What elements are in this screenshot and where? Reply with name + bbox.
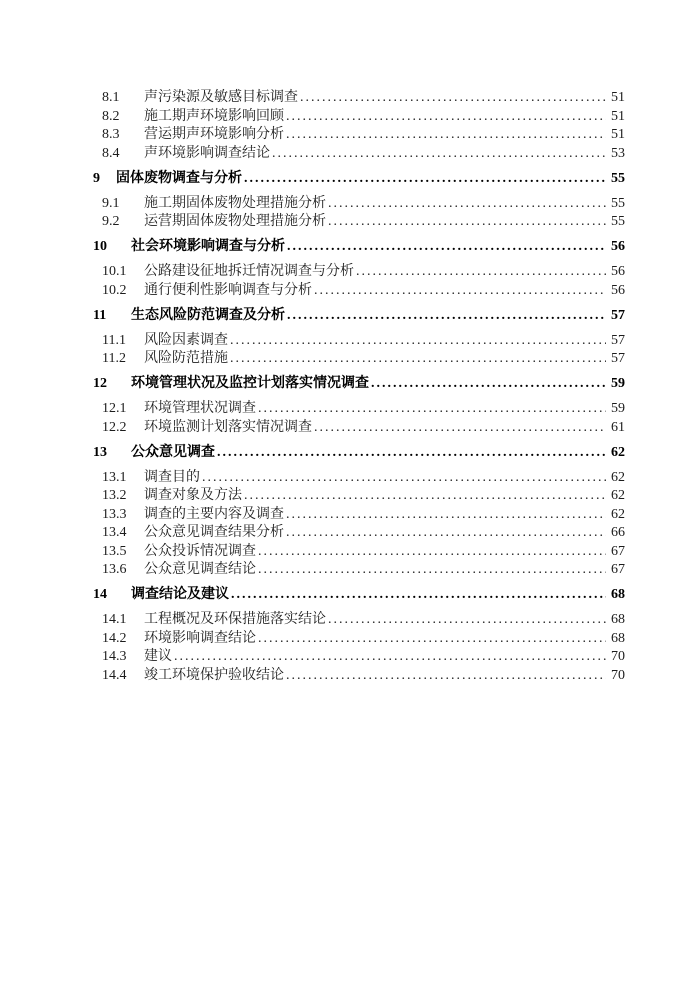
- toc-entry: [93, 524, 625, 543]
- dot-leader: [202, 469, 606, 488]
- toc-entry-page: 68: [611, 612, 625, 627]
- toc-entry-number: 11: [93, 307, 107, 323]
- dot-leader: [230, 350, 606, 369]
- toc-entry-title: 生态风险防范调查及分析: [131, 307, 285, 323]
- toc-entry-page: 70: [611, 667, 625, 683]
- toc-entry-title: 营运期声环境影响分析: [144, 127, 284, 142]
- toc-entry-page: 59: [611, 401, 625, 416]
- toc-entry-number: 10: [93, 239, 107, 254]
- toc-entry-title: 环境管理状况及监控计划落实情况调查: [131, 376, 369, 391]
- toc-entry-number: 10.1: [102, 264, 127, 279]
- dot-leader: [287, 238, 606, 257]
- toc-entry-page: 53: [611, 145, 625, 161]
- toc-entry-number: 9.2: [102, 214, 120, 229]
- dot-leader: [287, 307, 606, 326]
- toc-entry-number: 12: [93, 376, 107, 391]
- toc-entry-page: 56: [611, 239, 625, 254]
- dot-leader: [371, 375, 606, 394]
- toc-entry: [93, 667, 625, 686]
- toc-entry: [93, 543, 625, 562]
- toc-entry-page: 62: [611, 506, 625, 522]
- toc-entry: [93, 145, 625, 164]
- toc-entry-title: 固体废物调查与分析: [116, 170, 242, 186]
- dot-leader: [258, 543, 606, 562]
- toc-entry-number: 14: [93, 587, 107, 602]
- toc-entry-title: 工程概况及环保措施落实结论: [144, 612, 326, 627]
- toc-entry-number: 14.2: [102, 630, 127, 646]
- toc-entry-number: 13.4: [102, 525, 127, 540]
- toc-entry: [93, 332, 625, 351]
- toc-entry-title: 调查对象及方法: [144, 488, 242, 503]
- toc-entry: [93, 89, 625, 108]
- dot-leader: [286, 126, 606, 145]
- toc-entry-number: 13.3: [102, 506, 127, 522]
- toc-entry-title: 施工期固体废物处理措施分析: [144, 195, 326, 211]
- toc-entry-title: 声环境影响调查结论: [144, 145, 270, 161]
- toc-entry: [93, 238, 625, 257]
- toc-entry-title: 环境影响调查结论: [144, 630, 256, 646]
- toc-entry: [93, 487, 625, 506]
- toc-entry-number: 12.2: [102, 419, 127, 435]
- toc-entry-title: 建议: [144, 649, 172, 664]
- dot-leader: [217, 444, 606, 463]
- toc-entry-title: 竣工环境保护验收结论: [144, 667, 284, 683]
- toc-entry: [93, 400, 625, 419]
- toc-entry-number: 14.1: [102, 612, 127, 627]
- toc-entry-title: 公众意见调查结论: [144, 562, 256, 577]
- toc-entry: [93, 108, 625, 127]
- toc-entry: [93, 126, 625, 145]
- toc-entry-page: 55: [611, 195, 625, 211]
- toc-entry-page: 59: [611, 376, 625, 391]
- toc-entry-page: 68: [611, 587, 625, 602]
- toc-entry: [93, 648, 625, 667]
- toc-entry-number: 8.3: [102, 127, 120, 142]
- toc-entry-number: 9.1: [102, 195, 120, 211]
- toc-entry-page: 57: [611, 351, 625, 366]
- toc-entry-page: 51: [611, 127, 625, 142]
- toc-entry-page: 62: [611, 488, 625, 503]
- dot-leader: [314, 419, 606, 438]
- dot-leader: [231, 586, 606, 605]
- toc-entry-number: 13.2: [102, 488, 127, 503]
- toc-entry-title: 社会环境影响调查与分析: [131, 239, 285, 254]
- toc-entry: [93, 469, 625, 488]
- toc-entry-number: 8.4: [102, 145, 120, 161]
- toc-entry-title: 公众意见调查结果分析: [144, 525, 284, 540]
- toc-entry-page: 55: [611, 214, 625, 229]
- dot-leader: [286, 506, 606, 525]
- dot-leader: [258, 400, 606, 419]
- dot-leader: [258, 630, 606, 649]
- dot-leader: [258, 561, 606, 580]
- dot-leader: [356, 263, 606, 282]
- toc-entry-title: 声污染源及敏感目标调查: [144, 90, 298, 105]
- toc-entry: [93, 444, 625, 463]
- toc-entry-number: 11.1: [102, 332, 126, 348]
- dot-leader: [300, 89, 606, 108]
- dot-leader: [286, 667, 606, 686]
- toc-entry-title: 调查的主要内容及调查: [144, 506, 284, 522]
- toc-entry-page: 55: [611, 170, 625, 186]
- toc-entry: [93, 307, 625, 326]
- toc-entry-page: 56: [611, 264, 625, 279]
- dot-leader: [328, 611, 606, 630]
- toc-entry-page: 67: [611, 543, 625, 559]
- toc-entry: [93, 561, 625, 580]
- toc-entry-page: 67: [611, 562, 625, 577]
- toc-entry-number: 14.4: [102, 667, 127, 683]
- toc-entry-page: 57: [611, 307, 625, 323]
- toc-entry: [93, 611, 625, 630]
- toc-entry-page: 68: [611, 630, 625, 646]
- toc-entry-number: 9: [93, 170, 100, 186]
- toc-entry-page: 51: [611, 108, 625, 124]
- toc-entry-page: 62: [611, 469, 625, 485]
- toc-entry-number: 8.1: [102, 90, 120, 105]
- toc-entry-page: 51: [611, 90, 625, 105]
- table-of-contents: [93, 89, 625, 685]
- dot-leader: [286, 108, 606, 127]
- dot-leader: [244, 487, 606, 506]
- dot-leader: [328, 195, 606, 214]
- toc-entry: [93, 195, 625, 214]
- dot-leader: [244, 170, 606, 189]
- toc-entry-title: 风险防范措施: [144, 351, 228, 366]
- toc-entry: [93, 506, 625, 525]
- toc-entry-page: 57: [611, 332, 625, 348]
- dot-leader: [328, 213, 606, 232]
- dot-leader: [174, 648, 606, 667]
- toc-entry-title: 施工期声环境影响回顾: [144, 108, 284, 124]
- toc-entry: [93, 170, 625, 189]
- dot-leader: [314, 282, 606, 301]
- toc-entry-title: 公众投诉情况调查: [144, 543, 256, 559]
- toc-entry: [93, 282, 625, 301]
- toc-entry: [93, 263, 625, 282]
- toc-entry-title: 运营期固体废物处理措施分析: [144, 214, 326, 229]
- dot-leader: [272, 145, 606, 164]
- toc-entry-number: 13.1: [102, 469, 127, 485]
- toc-entry-page: 56: [611, 282, 625, 298]
- toc-entry-title: 公众意见调查: [131, 444, 215, 460]
- toc-entry-number: 13: [93, 444, 107, 460]
- toc-entry-number: 8.2: [102, 108, 120, 124]
- toc-entry-title: 风险因素调查: [144, 332, 228, 348]
- toc-entry-title: 调查结论及建议: [131, 587, 229, 602]
- toc-entry-number: 12.1: [102, 401, 127, 416]
- toc-entry-title: 调查目的: [144, 469, 200, 485]
- toc-entry-title: 公路建设征地拆迁情况调查与分析: [144, 264, 354, 279]
- dot-leader: [230, 332, 606, 351]
- toc-entry-number: 13.5: [102, 543, 127, 559]
- toc-entry-title: 环境监测计划落实情况调查: [144, 419, 312, 435]
- toc-entry: [93, 419, 625, 438]
- toc-entry-title: 通行便利性影响调查与分析: [144, 282, 312, 298]
- toc-entry-page: 70: [611, 649, 625, 664]
- toc-entry-number: 11.2: [102, 351, 126, 366]
- toc-entry-number: 13.6: [102, 562, 127, 577]
- toc-entry: [93, 350, 625, 369]
- toc-entry-number: 10.2: [102, 282, 127, 298]
- toc-entry-page: 66: [611, 525, 625, 540]
- toc-entry-title: 环境管理状况调查: [144, 401, 256, 416]
- toc-entry: [93, 630, 625, 649]
- toc-entry: [93, 586, 625, 605]
- toc-entry: [93, 375, 625, 394]
- dot-leader: [286, 524, 606, 543]
- toc-entry: [93, 213, 625, 232]
- toc-entry-page: 61: [611, 419, 625, 435]
- toc-entry-number: 14.3: [102, 649, 127, 664]
- toc-entry-page: 62: [611, 444, 625, 460]
